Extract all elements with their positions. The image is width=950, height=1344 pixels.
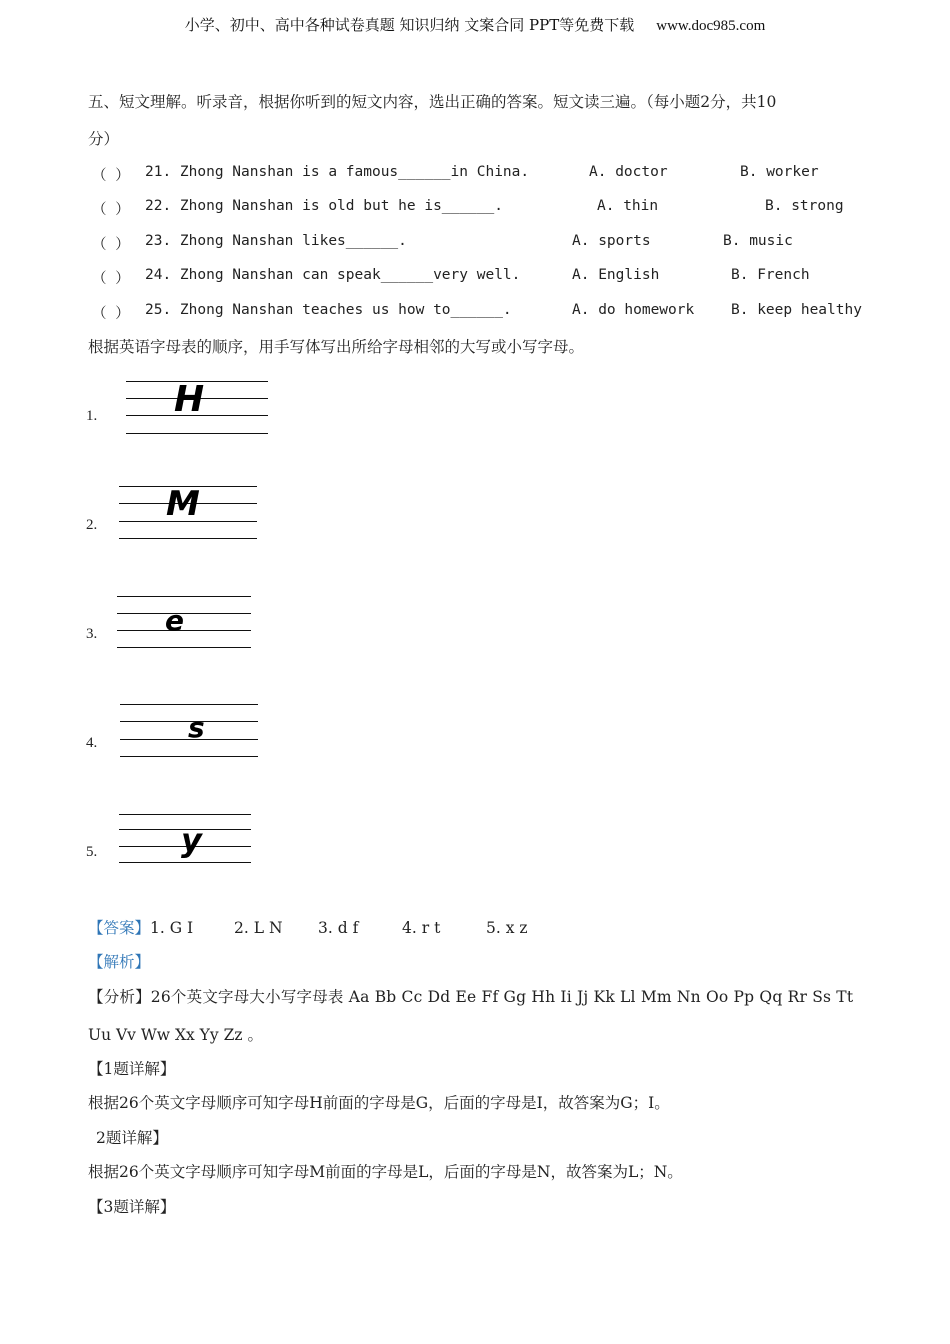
option-a[interactable]: A. do homework [572,302,695,318]
given-letter: H [174,379,205,420]
answer-item: 1. G I [150,919,194,937]
question-text: 23. Zhong Nanshan likes______. [145,233,407,249]
option-a[interactable]: A. doctor [589,164,668,180]
analysis-fenxi: 【分析】26个英文字母大小写字母表 Aa Bb Cc Dd Ee Ff Gg Hh Ii Jj Kk Ll Mm Nn Oo Pp Qq Rr Ss Tt [88,988,854,1006]
option-a[interactable]: A. sports [572,233,651,249]
handwriting-staff[interactable] [120,700,258,760]
answer-paren[interactable]: （ ） [92,237,130,253]
handwriting-staff[interactable] [117,593,251,653]
detail-1-text: 根据26个英文字母顺序可知字母H前面的字母是G，后面的字母是I，故答案为G；I。 [88,1094,670,1112]
option-a[interactable]: A. thin [597,198,659,214]
answer-line [88,916,528,938]
answer-item: 4. r t [402,919,441,937]
header-text: 小学、初中、高中各种试卷真题 知识归纳 文案合同 PPT等免费下载 [184,16,635,34]
handwriting-staff[interactable] [119,483,257,543]
item-number: 5. [86,844,98,860]
answer-item: 5. x z [486,919,528,937]
detail-2-title: 2题详解】 [96,1129,168,1147]
detail-2-text: 根据26个英文字母顺序可知字母M前面的字母是L，后面的字母是N，故答案为L；N。 [88,1163,683,1181]
given-letter: e [165,604,184,637]
section5-title: 五、短文理解。听录音，根据你听到的短文内容，选出正确的答案。短文读三遍。（每小题2分，共10 [88,93,777,111]
option-b[interactable]: B. music [723,233,793,249]
handwriting-staff[interactable] [119,811,251,871]
analysis-fenxi-cont: Uu Vv Ww Xx Yy Zz 。 [88,1026,263,1044]
option-b[interactable]: B. worker [740,164,819,180]
header-url[interactable]: www.doc985.com [656,18,766,34]
answer-item: 3. d f [318,919,359,937]
question-text: 24. Zhong Nanshan can speak______very well. [145,267,521,283]
detail-1-title: 【1题详解】 [88,1060,176,1078]
given-letter: y [181,821,202,859]
page-header [0,14,950,35]
handwriting-staff[interactable] [126,378,268,438]
answer-paren[interactable]: （ ） [92,202,130,218]
option-b[interactable]: B. strong [765,198,844,214]
answer-paren[interactable]: （ ） [92,271,130,287]
item-number: 2. [86,517,98,533]
given-letter: M [166,484,200,524]
item-number: 4. [86,735,98,751]
given-letter: s [188,711,205,744]
answer-item: 2. L N [234,919,283,937]
item-number: 3. [86,626,98,642]
item-number: 1. [86,408,98,424]
handwriting-instruction: 根据英语字母表的顺序，用手写体写出所给字母相邻的大写或小写字母。 [88,338,585,356]
analysis-label: 【解析】 [88,953,151,971]
question-text: 21. Zhong Nanshan is a famous______in China. [145,164,530,180]
answer-paren[interactable]: （ ） [92,168,130,184]
answer-label: 【答案】 [88,919,151,937]
option-b[interactable]: B. keep healthy [731,302,862,318]
section5-title-cont: 分） [88,130,120,148]
question-text: 25. Zhong Nanshan teaches us how to______. [145,302,512,318]
option-b[interactable]: B. French [731,267,810,283]
option-a[interactable]: A. English [572,267,660,283]
question-text: 22. Zhong Nanshan is old but he is______. [145,198,503,214]
detail-3-title: 【3题详解】 [88,1198,176,1216]
answer-paren[interactable]: （ ） [92,306,130,322]
